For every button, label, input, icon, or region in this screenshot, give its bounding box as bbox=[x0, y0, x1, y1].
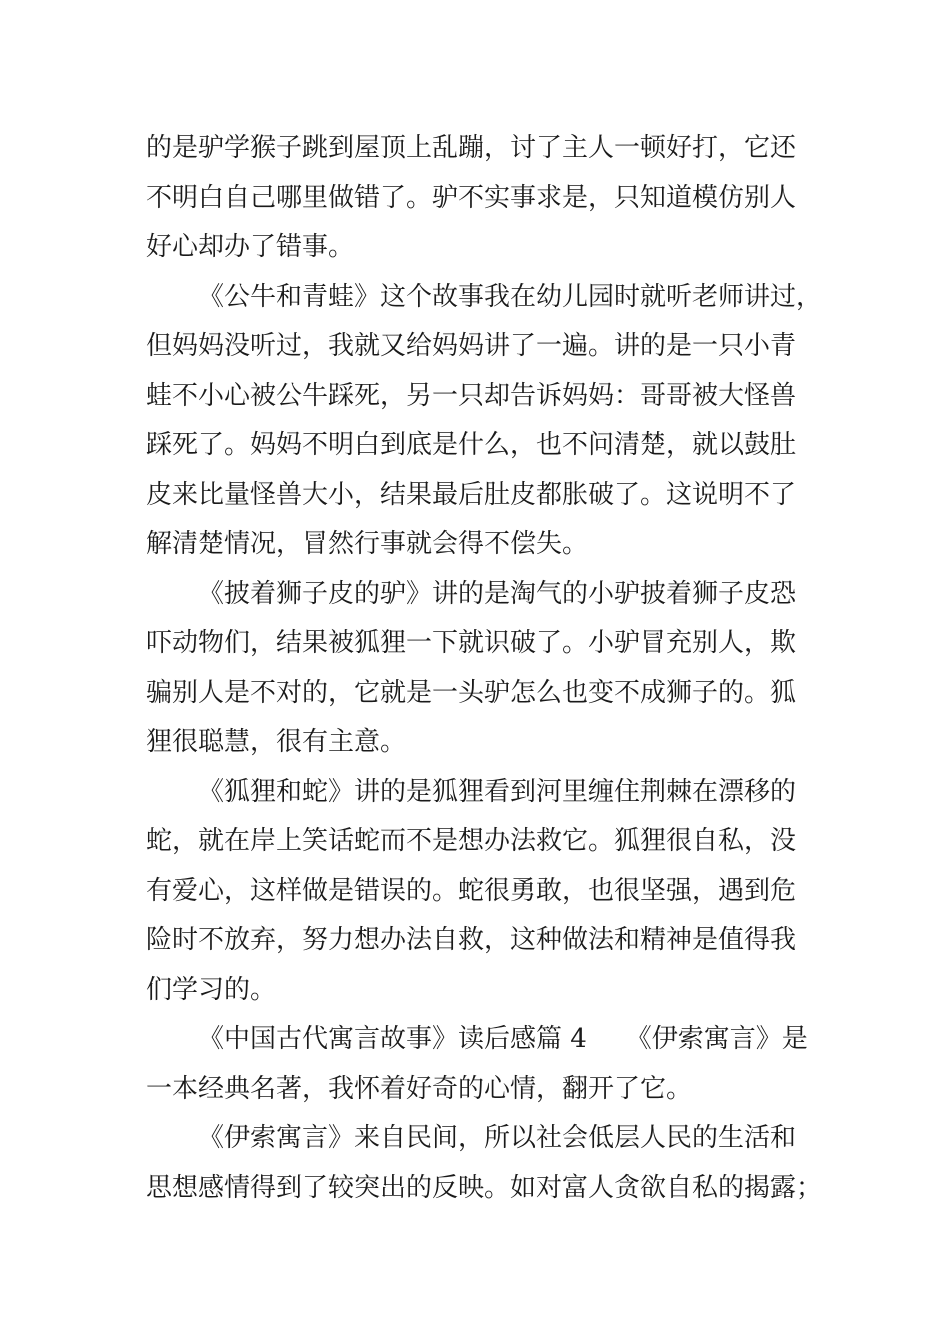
text-line: 有爱心，这样做是错误的。蛇很勇敢，也很坚强，遇到危 bbox=[146, 875, 797, 906]
text-line: 的是驴学猴子跳到屋顶上乱蹦，讨了主人一顿好打，它还 bbox=[146, 133, 797, 163]
text-line: 踩死了。妈妈不明白到底是什么，也不问清楚，就以鼓肚 bbox=[146, 430, 797, 460]
text-line: 狸很聪慧，很有主意。 bbox=[146, 727, 407, 757]
text-line: 思想感情得到了较突出的反映。如对富人贪欲自私的揭露； bbox=[146, 1172, 823, 1203]
body-text bbox=[146, 124, 823, 1213]
paragraph-start-line: 《狐狸和蛇》讲的是狐狸看到河里缠住荆棘在漂移的 bbox=[198, 776, 797, 807]
paragraph-start-line: 《中国古代寓言故事》读后感篇 4 《伊索寓言》是 bbox=[198, 1024, 808, 1054]
text-line: 不明白自己哪里做错了。驴不实事求是，只知道模仿别人 bbox=[146, 182, 797, 213]
text-line: 蛇，就在岸上笑话蛇而不是想办法救它。狐狸很自私，没 bbox=[146, 826, 797, 856]
text-line: 险时不放弃，努力想办法自救，这种做法和精神是值得我 bbox=[146, 925, 797, 955]
text-line: 骗别人是不对的，它就是一头驴怎么也变不成狮子的。狐 bbox=[146, 677, 797, 708]
text-line: 蛙不小心被公牛踩死，另一只却告诉妈妈：哥哥被大怪兽 bbox=[146, 380, 797, 411]
paragraph-start-line: 《披着狮子皮的驴》讲的是淘气的小驴披着狮子皮恐 bbox=[198, 578, 797, 609]
text-line: 们学习的。 bbox=[146, 974, 277, 1005]
text-line: 皮来比量怪兽大小，结果最后肚皮都胀破了。这说明不了 bbox=[146, 479, 797, 510]
text-line: 但妈妈没听过，我就又给妈妈讲了一遍。讲的是一只小青 bbox=[146, 331, 797, 361]
text-line: 好心却办了错事。 bbox=[146, 232, 355, 262]
paragraph-start-line: 《公牛和青蛙》这个故事我在幼儿园时就听老师讲过， bbox=[198, 281, 823, 312]
text-line: 一本经典名著，我怀着好奇的心情，翻开了它。 bbox=[146, 1073, 693, 1104]
paragraph-start-line: 《伊索寓言》来自民间，所以社会低层人民的生活和 bbox=[198, 1123, 797, 1153]
text-line: 吓动物们，结果被狐狸一下就识破了。小驴冒充别人，欺 bbox=[146, 628, 797, 658]
text-line: 解清楚情况，冒然行事就会得不偿失。 bbox=[146, 529, 589, 559]
